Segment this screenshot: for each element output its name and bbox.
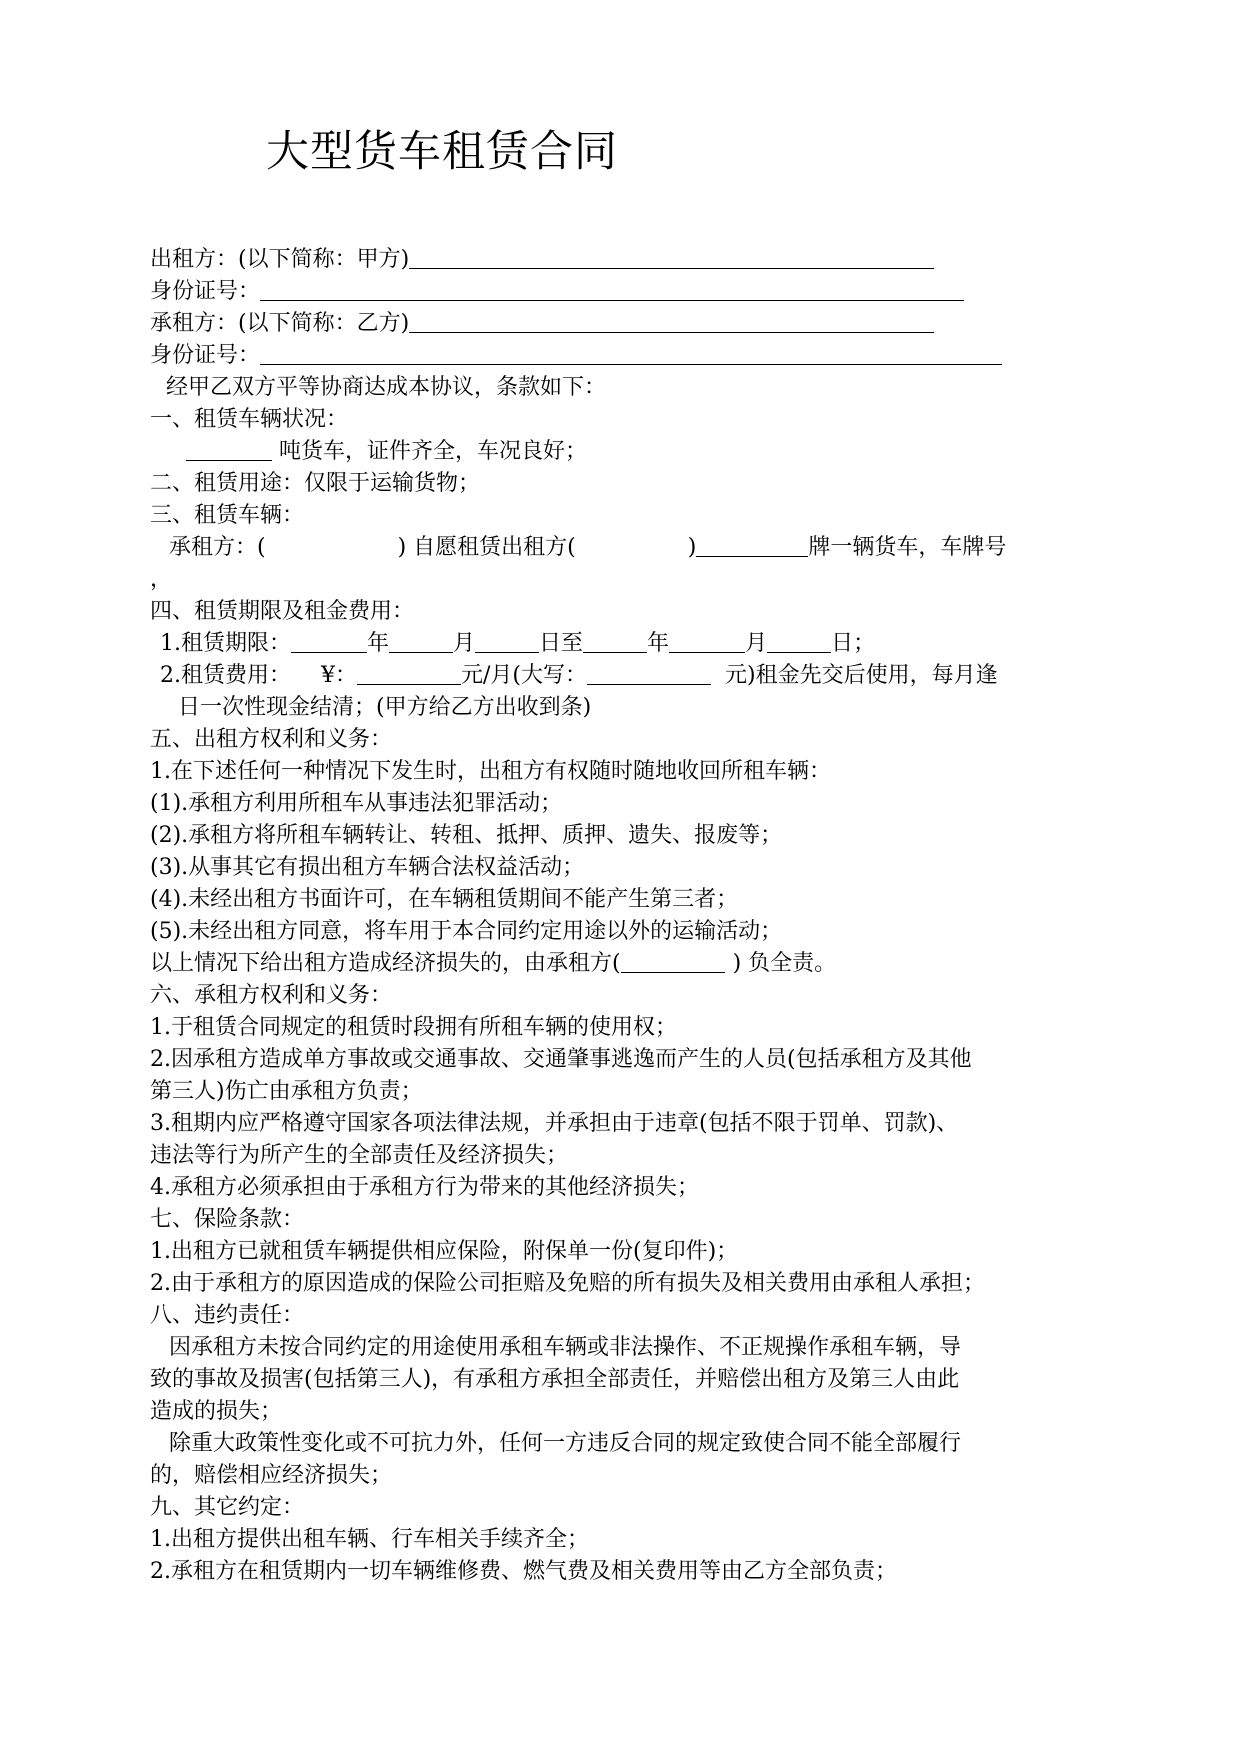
year-label: 年 bbox=[647, 631, 670, 656]
lessor-name-blank[interactable] bbox=[409, 246, 934, 269]
section-9-item: 2.承租方在租赁期内一切车辆维修费、燃气费及相关费用等由乙方全部负责； bbox=[150, 1559, 897, 1584]
section-5-item: (4).未经出租方书面许可，在车辆租赁期间不能产生第三者； bbox=[150, 887, 739, 912]
voluntary-rent-text: ) 自愿租赁出租方( bbox=[397, 535, 576, 560]
paren-close: ) bbox=[687, 535, 697, 560]
section-1-line bbox=[150, 436, 1090, 468]
lease-term-label: 1.租赁期限： bbox=[160, 631, 291, 656]
monthly-fee-blank[interactable] bbox=[357, 662, 461, 685]
section-7-item: 1.出租方已就租赁车辆提供相应保险，附保单一份(复印件)； bbox=[150, 1239, 739, 1264]
per-month-text: 元/月(大写： bbox=[461, 663, 587, 688]
fee-uppercase-blank[interactable] bbox=[587, 662, 711, 685]
section-6-heading: 六、承租方权利和义务： bbox=[150, 983, 393, 1008]
loss-liability-line bbox=[150, 948, 1090, 980]
month-label: 月 bbox=[453, 631, 476, 656]
brand-blank[interactable] bbox=[696, 534, 808, 557]
section-8-paragraph: 因承租方未按合同约定的用途使用承租车辆或非法操作、不正规操作承租车辆，导 bbox=[169, 1335, 962, 1360]
loss-prefix: 以上情况下给出租方造成经济损失的，由承租方( bbox=[150, 951, 621, 976]
lease-term-line bbox=[150, 628, 1090, 660]
year-label: 年 bbox=[367, 631, 390, 656]
end-month-blank[interactable] bbox=[669, 630, 745, 653]
section-6-item-cont: 违法等行为所产生的全部责任及经济损失； bbox=[150, 1143, 569, 1168]
section-9-item: 1.出租方提供出租车辆、行车相关手续齐全； bbox=[150, 1527, 589, 1552]
lessee-label: 承租方：(以下简称：乙方) bbox=[150, 311, 410, 336]
end-year-blank[interactable] bbox=[583, 630, 647, 653]
section-6-item: 3.租期内应严格遵守国家各项法律法规，并承担由于违章(包括不限于罚单、罚款)、 bbox=[150, 1111, 959, 1136]
lease-fee-label: 2.租赁费用： bbox=[160, 663, 291, 688]
lease-fee-line-2: 日一次性现金结清；(甲方给乙方出收到条) bbox=[178, 695, 592, 720]
section-2-heading: 二、租赁用途：仅限于运输货物； bbox=[150, 471, 481, 496]
section-8-heading: 八、违约责任： bbox=[150, 1303, 305, 1328]
brand-plate-text: 牌一辆货车，车牌号 bbox=[808, 535, 1007, 560]
lessee-id-line bbox=[150, 340, 1090, 372]
section-5-heading: 五、出租方权利和义务： bbox=[150, 727, 393, 752]
section-6-item: 1.于租赁合同规定的租赁时段拥有所租车辆的使用权； bbox=[150, 1015, 677, 1040]
lessee-name-blank[interactable] bbox=[409, 310, 934, 333]
section-3-line bbox=[150, 532, 1090, 564]
lessee-paren-open: 承租方：( bbox=[169, 535, 266, 560]
start-day-blank[interactable] bbox=[475, 630, 539, 653]
contract-body bbox=[150, 244, 1090, 1588]
section-7-heading: 七、保险条款： bbox=[150, 1207, 305, 1232]
start-year-blank[interactable] bbox=[291, 630, 367, 653]
section-5-item: 1.在下述任何一种情况下发生时，出租方有权随时随地收回所租车辆： bbox=[150, 759, 831, 784]
tonnage-text: 吨货车，证件齐全，车况良好； bbox=[279, 439, 588, 464]
document-title: 大型货车租赁合同 bbox=[266, 127, 618, 177]
loss-suffix: ) 负全责。 bbox=[732, 951, 837, 976]
lessor-label: 出租方：(以下简称：甲方) bbox=[150, 247, 410, 272]
prepay-text: 元)租金先交后使用，每月逢 bbox=[725, 663, 998, 688]
liable-party-blank[interactable] bbox=[621, 950, 725, 973]
yuan-sign: ¥： bbox=[321, 663, 357, 688]
section-7-item: 2.由于承租方的原因造成的保险公司拒赔及免赔的所有损失及相关费用由承租人承担； bbox=[150, 1271, 985, 1296]
section-4-heading: 四、租赁期限及租金费用： bbox=[150, 599, 415, 624]
section-8-paragraph-cont: 致的事故及损害(包括第三人)，有承租方承担全部责任，并赔偿出租方及第三人由此 bbox=[150, 1367, 960, 1392]
section-5-item: (5).未经出租方同意，将车用于本合同约定用途以外的运输活动； bbox=[150, 919, 783, 944]
lessee-id-blank[interactable] bbox=[260, 342, 1002, 365]
start-month-blank[interactable] bbox=[389, 630, 453, 653]
day-label: 日； bbox=[831, 631, 876, 656]
lessor-id-label: 身份证号： bbox=[150, 279, 261, 304]
month-label: 月 bbox=[745, 631, 768, 656]
lessee-id-label: 身份证号： bbox=[150, 343, 261, 368]
section-8-paragraph-cont: 的，赔偿相应经济损失； bbox=[150, 1463, 393, 1488]
section-3-heading: 三、租赁车辆： bbox=[150, 503, 305, 528]
day-to-label: 日至 bbox=[539, 631, 584, 656]
section-5-item: (1).承租方利用所租车从事违法犯罪活动； bbox=[150, 791, 563, 816]
lessor-line bbox=[150, 244, 1090, 276]
section-8-paragraph: 除重大政策性变化或不可抗力外，任何一方违反合同的规定致使合同不能全部履行 bbox=[169, 1431, 962, 1456]
section-3-comma: ， bbox=[150, 567, 173, 592]
tonnage-blank[interactable] bbox=[186, 438, 272, 461]
section-8-paragraph-cont: 造成的损失； bbox=[150, 1399, 283, 1424]
intro-text: 经甲乙双方平等协商达成本协议，条款如下： bbox=[166, 375, 607, 400]
section-6-item: 2.因承租方造成单方事故或交通事故、交通肇事逃逸而产生的人员(包括承租方及其他 bbox=[150, 1047, 972, 1072]
section-9-heading: 九、其它约定： bbox=[150, 1495, 305, 1520]
lessor-id-line bbox=[150, 276, 1090, 308]
section-6-item: 4.承租方必须承担由于承租方行为带来的其他经济损失； bbox=[150, 1175, 699, 1200]
section-1-heading: 一、租赁车辆状况： bbox=[150, 407, 349, 432]
lessee-line bbox=[150, 308, 1090, 340]
lease-fee-line bbox=[150, 660, 1090, 692]
section-5-item: (3).从事其它有损出租方车辆合法权益活动； bbox=[150, 855, 585, 880]
lessor-id-blank[interactable] bbox=[260, 278, 964, 301]
end-day-blank[interactable] bbox=[767, 630, 831, 653]
section-6-item-cont: 第三人)伤亡由承租方负责； bbox=[150, 1079, 423, 1104]
section-5-item: (2).承租方将所租车辆转让、转租、抵押、质押、遗失、报废等； bbox=[150, 823, 783, 848]
